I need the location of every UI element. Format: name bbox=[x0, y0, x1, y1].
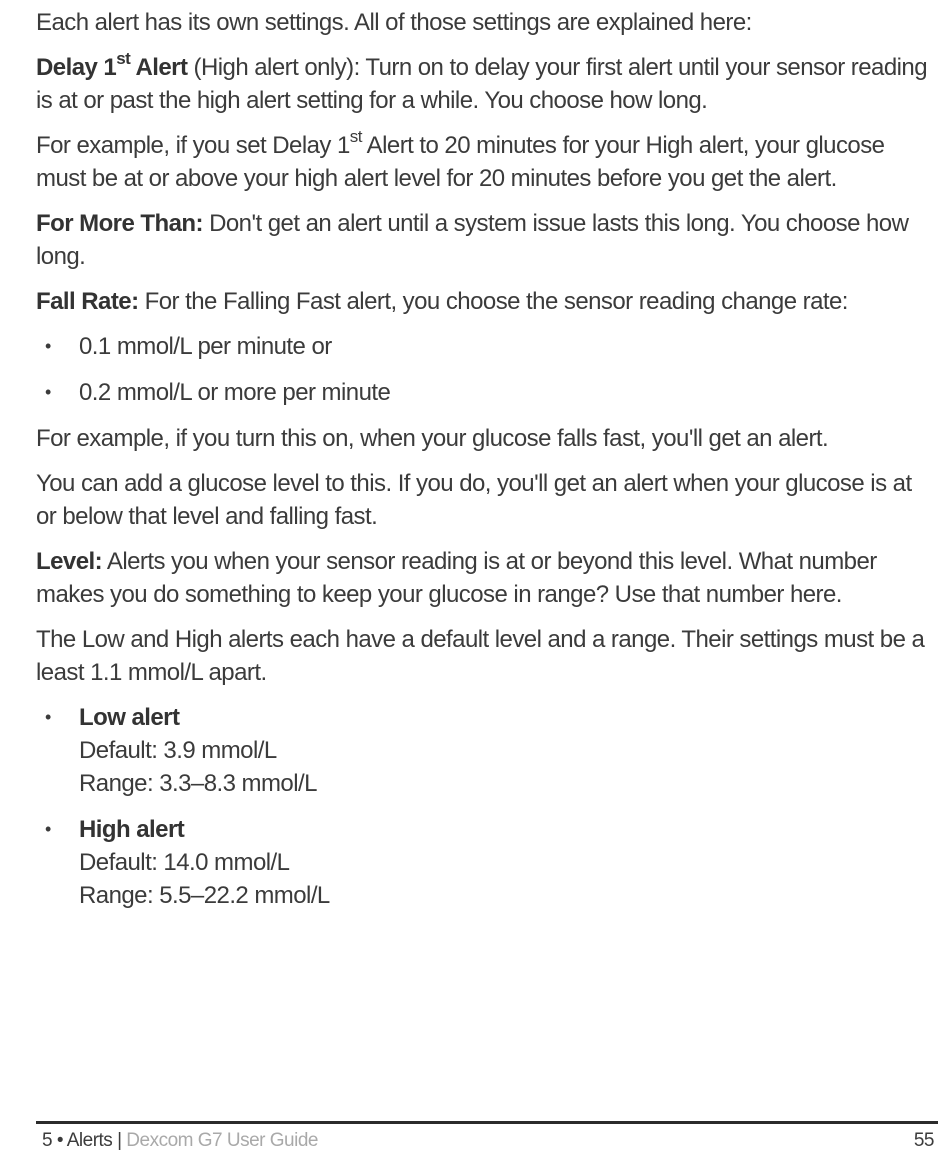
delay-first-alert-term: Delay 1st Alert bbox=[36, 49, 188, 81]
alert-range: Range: 3.3–8.3 mmol/L bbox=[79, 770, 317, 797]
document-body bbox=[36, 6, 936, 925]
footer-breadcrumb bbox=[42, 1129, 318, 1153]
delay-first-alert-paragraph: Delay 1st Alert (High alert only): Turn on to delay your first alert until your sensor reading is at or past the high alert setting for a while. You choose how long. bbox=[36, 49, 928, 114]
page-number: 55 bbox=[913, 1130, 934, 1151]
alert-default: Default: 14.0 mmol/L bbox=[79, 849, 290, 876]
list-item: • 0.2 mmol/L or more per minute bbox=[36, 376, 936, 409]
for-more-than-term: For More Than: bbox=[36, 210, 203, 237]
fall-rate-term: Fall Rate: bbox=[36, 288, 139, 315]
fall-rate-options-list bbox=[36, 330, 936, 409]
level-paragraph: Level: Alerts you when your sensor reading is at or beyond this level. What number makes you do something to keep your glucose in range? Use that number here. bbox=[36, 548, 877, 608]
footer-guide-title: Dexcom G7 User Guide bbox=[126, 1130, 318, 1151]
level-term: Level: bbox=[36, 548, 103, 575]
fall-add-level-paragraph: You can add a glucose level to this. If you do, you'll get an alert when your glucose is at or below that level and falling fast. bbox=[36, 470, 912, 530]
high-alert-item bbox=[36, 813, 936, 912]
alert-name: Low alert bbox=[79, 704, 180, 731]
fall-rate-paragraph: Fall Rate: For the Falling Fast alert, you choose the sensor reading change rate: bbox=[36, 288, 848, 315]
for-more-than-paragraph: For More Than: Don't get an alert until a system issue lasts this long. You choose how long. bbox=[36, 210, 909, 270]
fall-example-paragraph: For example, if you turn this on, when your glucose falls fast, you'll get an alert. bbox=[36, 425, 829, 452]
alert-range: Range: 5.5–22.2 mmol/L bbox=[79, 882, 330, 909]
level-note-paragraph: The Low and High alerts each have a default level and a range. Their settings must be a least 1.1 mmol/L apart. bbox=[36, 626, 925, 686]
low-alert-item bbox=[36, 701, 936, 800]
footer-divider bbox=[36, 1121, 938, 1124]
alert-defaults-list bbox=[36, 701, 936, 912]
intro-paragraph: Each alert has its own settings. All of those settings are explained here: bbox=[36, 9, 752, 36]
footer-chapter: 5 • Alerts | bbox=[42, 1130, 127, 1151]
alert-name: High alert bbox=[79, 816, 185, 843]
list-item: • 0.1 mmol/L per minute or bbox=[36, 330, 936, 363]
delay-example-paragraph: For example, if you set Delay 1st Alert to 20 minutes for your High alert, your glucose must be at or above your high alert level for 20 minutes before you get the alert. bbox=[36, 127, 885, 192]
alert-default: Default: 3.9 mmol/L bbox=[79, 737, 277, 764]
